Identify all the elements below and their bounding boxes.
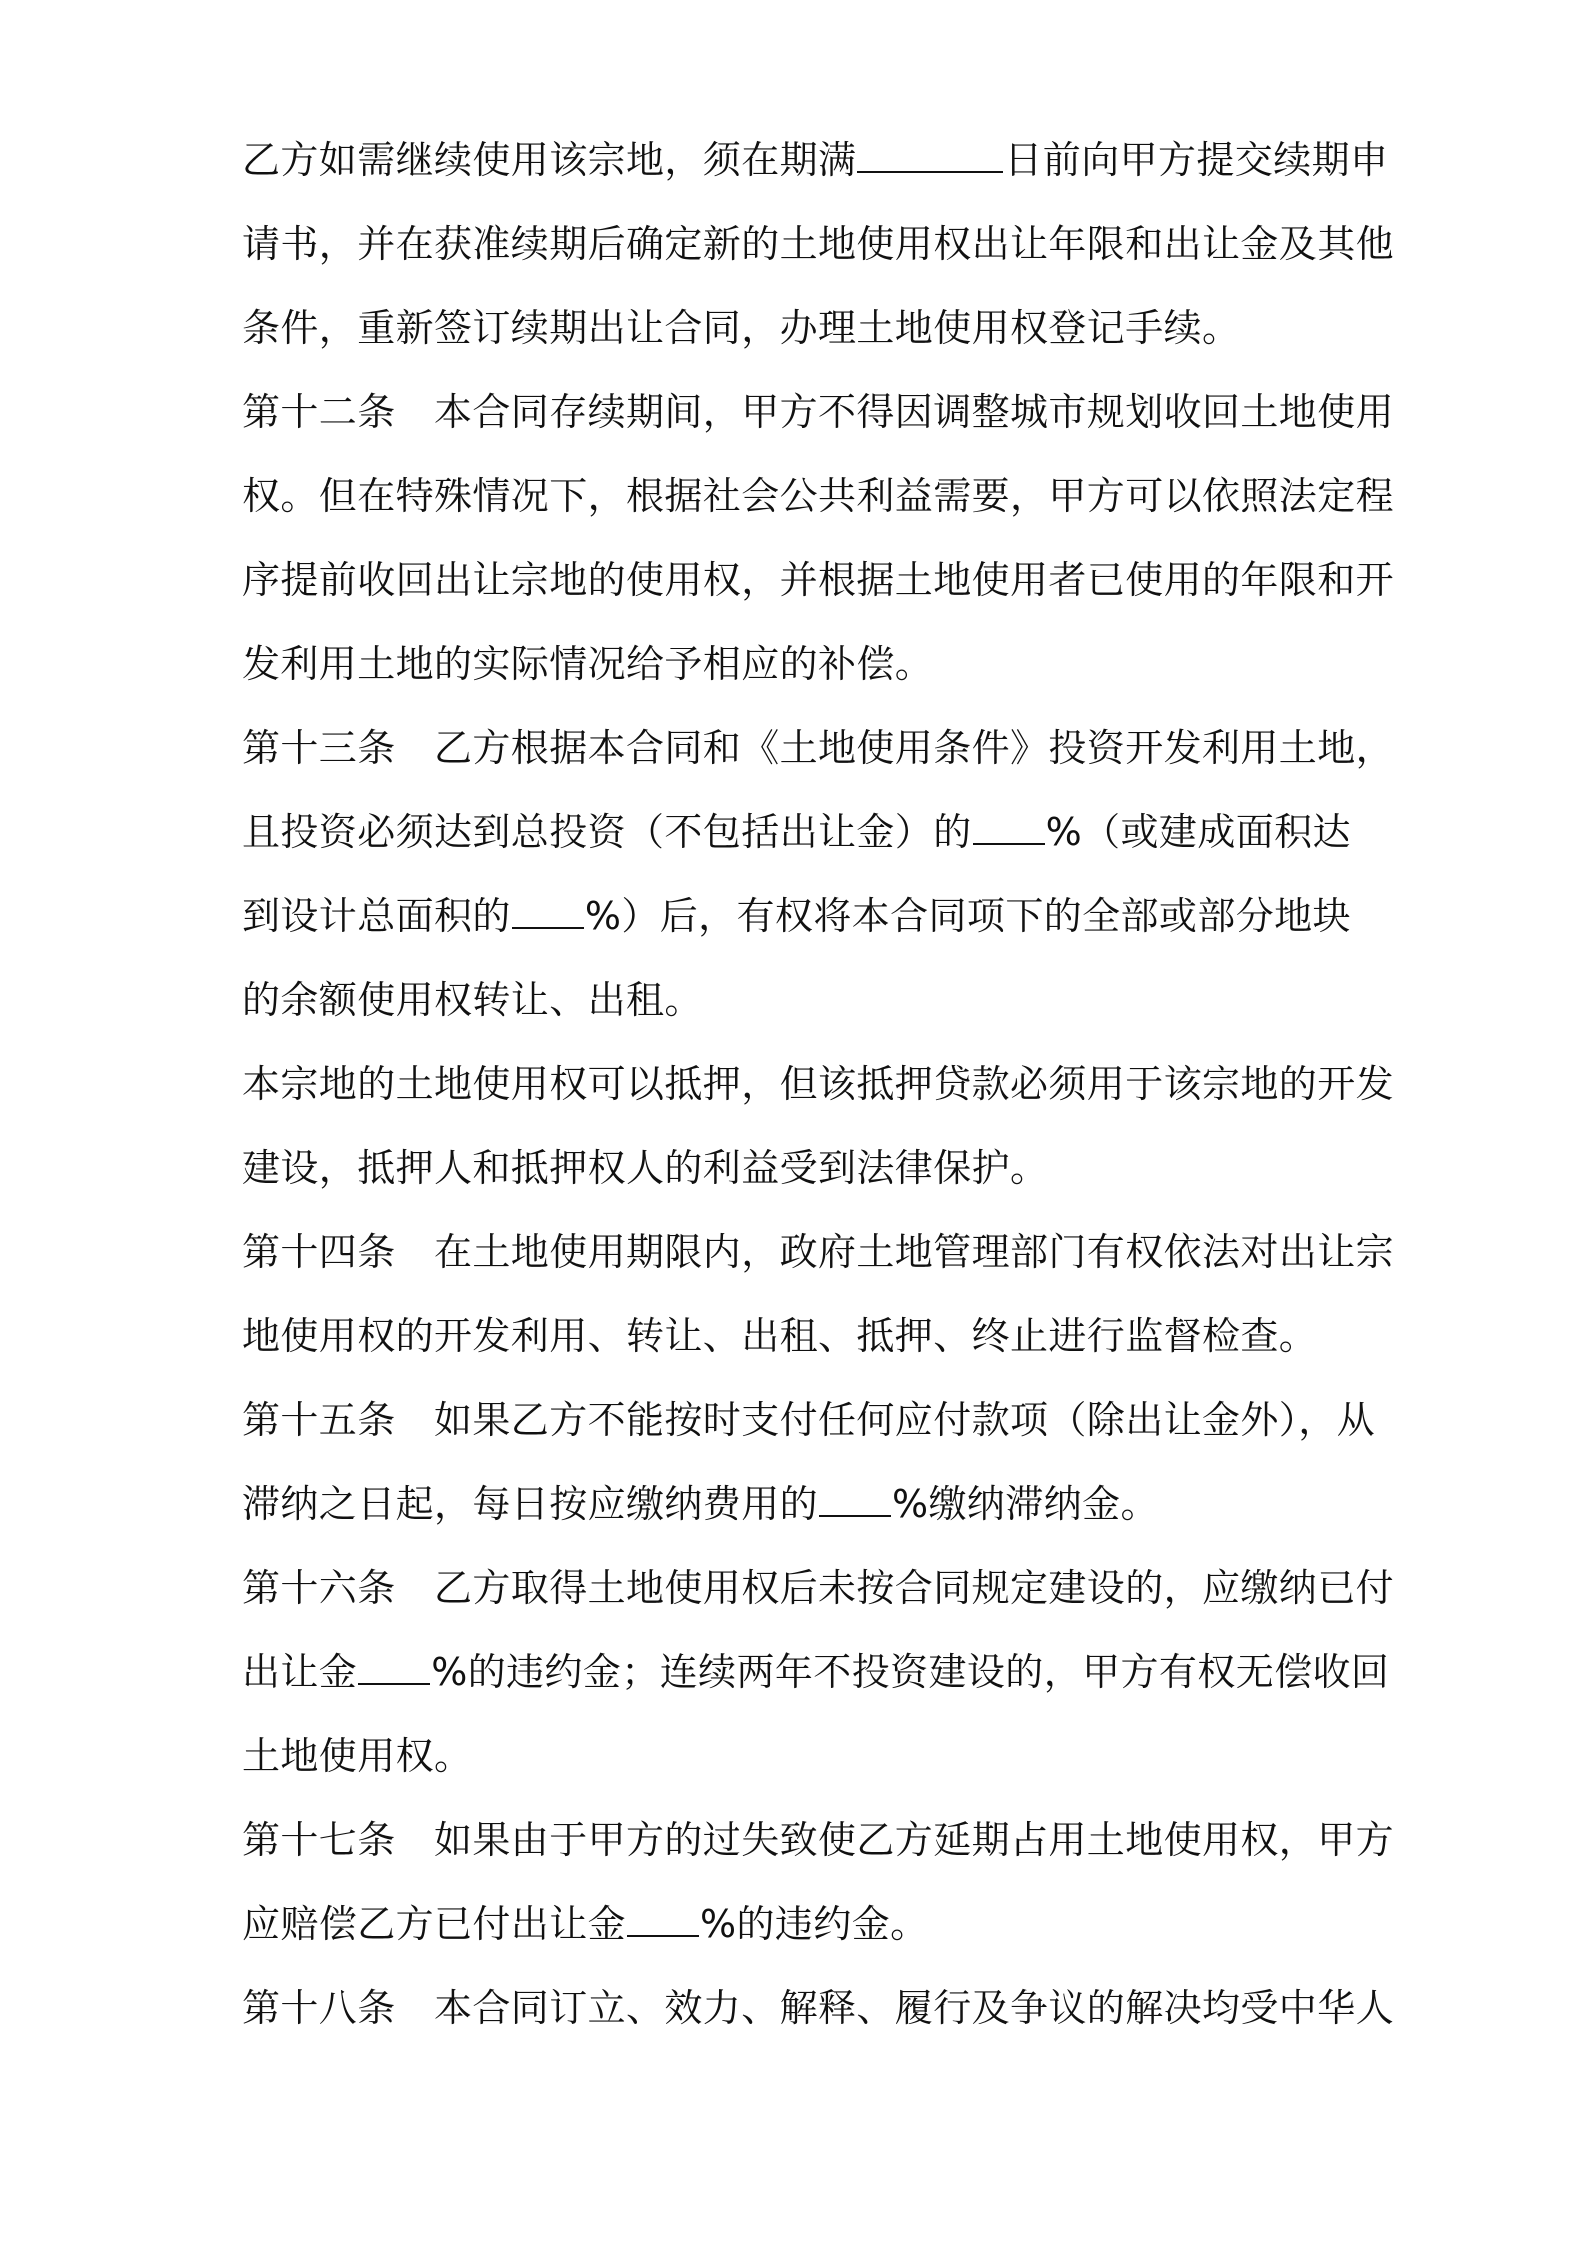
paragraph-line <box>242 1882 1362 1966</box>
paragraph-line <box>242 1462 1362 1546</box>
paragraph-line <box>242 118 1389 202</box>
text-segment: %的违约金；连续两年不投资建设的，甲方有权无偿收回 <box>431 1650 1390 1694</box>
text-segment: %）后，有权将本合同项下的全部或部分地块 <box>584 894 1351 938</box>
paragraph-line: 序提前收回出让宗地的使用权，并根据土地使用者已使用的年限和开 <box>242 558 1395 602</box>
paragraph-line: 发利用土地的实际情况给予相应的补偿。 <box>242 642 934 686</box>
paragraph-line: 权。但在特殊情况下，根据社会公共利益需要，甲方可以依照法定程 <box>242 474 1395 518</box>
paragraph-line: 的余额使用权转让、出租。 <box>242 978 703 1022</box>
article-12-heading-line: 第十二条 本合同存续期间，甲方不得因调整城市规划收回土地使用 <box>242 390 1395 434</box>
fill-in-blank <box>857 141 1003 173</box>
paragraph-line: 请书，并在获准续期后确定新的土地使用权出让年限和出让金及其他 <box>242 222 1395 266</box>
text-segment: 滞纳之日起，每日按应缴纳费用的 <box>242 1482 819 1526</box>
text-segment: %（或建成面积达 <box>1045 810 1351 854</box>
text-segment: 乙方如需继续使用该宗地，须在期满 <box>242 138 857 182</box>
paragraph-line <box>242 790 1362 874</box>
paragraph-line: 条件，重新签订续期出让合同，办理土地使用权登记手续。 <box>242 306 1241 350</box>
text-segment: 日前向甲方提交续期申 <box>1004 138 1389 182</box>
text-segment: 应赔偿乙方已付出让金 <box>242 1902 627 1946</box>
text-segment: %的违约金。 <box>700 1902 929 1946</box>
article-18-heading-line: 第十八条 本合同订立、效力、解释、履行及争议的解决均受中华人 <box>242 1986 1395 2030</box>
text-segment: %缴纳滞纳金。 <box>892 1482 1159 1526</box>
fill-in-blank <box>819 1485 891 1517</box>
paragraph-line <box>242 874 1362 958</box>
fill-in-blank <box>512 897 584 929</box>
paragraph-line: 本宗地的土地使用权可以抵押，但该抵押贷款必须用于该宗地的开发 <box>242 1062 1395 1106</box>
contract-text <box>242 118 1395 2050</box>
article-16-heading-line: 第十六条 乙方取得土地使用权后未按合同规定建设的，应缴纳已付 <box>242 1566 1395 1610</box>
fill-in-blank <box>627 1905 699 1937</box>
article-15-heading-line: 第十五条 如果乙方不能按时支付任何应付款项（除出让金外），从 <box>242 1398 1376 1442</box>
paragraph-line <box>242 1630 1390 1714</box>
fill-in-blank <box>973 813 1045 845</box>
paragraph-line: 地使用权的开发利用、转让、出租、抵押、终止进行监督检查。 <box>242 1314 1318 1358</box>
text-segment: 且投资必须达到总投资（不包括出让金）的 <box>242 810 972 854</box>
article-17-heading-line: 第十七条 如果由于甲方的过失致使乙方延期占用土地使用权，甲方 <box>242 1818 1395 1862</box>
paragraph-line: 建设，抵押人和抵押权人的利益受到法律保护。 <box>242 1146 1049 1190</box>
article-13-heading-line: 第十三条 乙方根据本合同和《土地使用条件》投资开发利用土地， <box>242 726 1395 770</box>
article-14-heading-line: 第十四条 在土地使用期限内，政府土地管理部门有权依法对出让宗 <box>242 1230 1395 1274</box>
fill-in-blank <box>358 1653 430 1685</box>
text-segment: 出让金 <box>242 1650 358 1694</box>
text-segment: 到设计总面积的 <box>242 894 511 938</box>
paragraph-line: 土地使用权。 <box>242 1734 473 1778</box>
